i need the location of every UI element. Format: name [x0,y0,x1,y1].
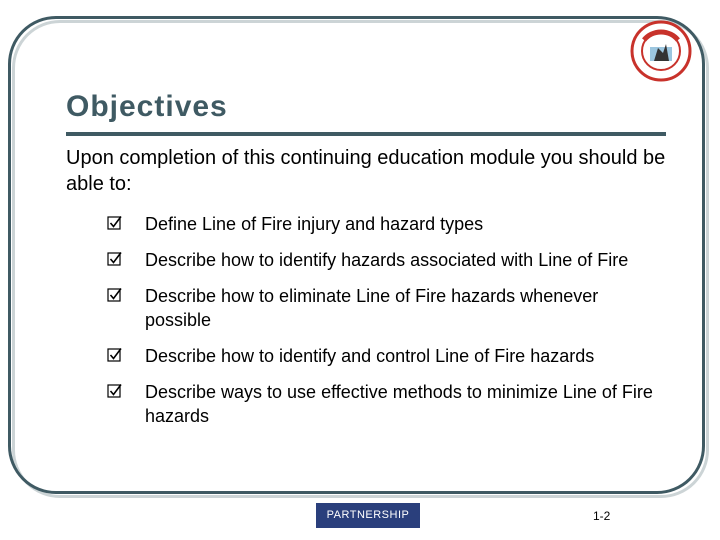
objective-text: Describe how to identify hazards associated with Line of Fire [145,250,629,270]
seal-logo-icon [630,20,692,82]
objective-text: Describe how to identify and control Line of Fire hazards [145,346,595,366]
list-item [107,344,667,368]
checkbox-checked-icon [107,287,123,303]
objectives-list [107,212,667,428]
checkbox-checked-icon [107,215,123,231]
slide-title: Objectives [66,90,228,123]
list-item [107,212,667,236]
partnership-logo: PARTNERSHIP [316,503,420,528]
objective-text: Describe how to eliminate Line of Fire hazards whenever possible [145,286,599,330]
objective-text: Describe ways to use effective methods to minimize Line of Fire hazards [145,382,653,426]
objective-text: Define Line of Fire injury and hazard types [145,214,484,234]
checkbox-checked-icon [107,347,123,363]
intro-text: Upon completion of this continuing education module you should be able to: [66,147,666,195]
list-item [107,380,667,428]
checkbox-checked-icon [107,383,123,399]
page-number: 1-2 [593,509,611,523]
checkbox-checked-icon [107,251,123,267]
list-item [107,248,667,272]
title-underline [66,132,666,136]
list-item [107,284,667,332]
